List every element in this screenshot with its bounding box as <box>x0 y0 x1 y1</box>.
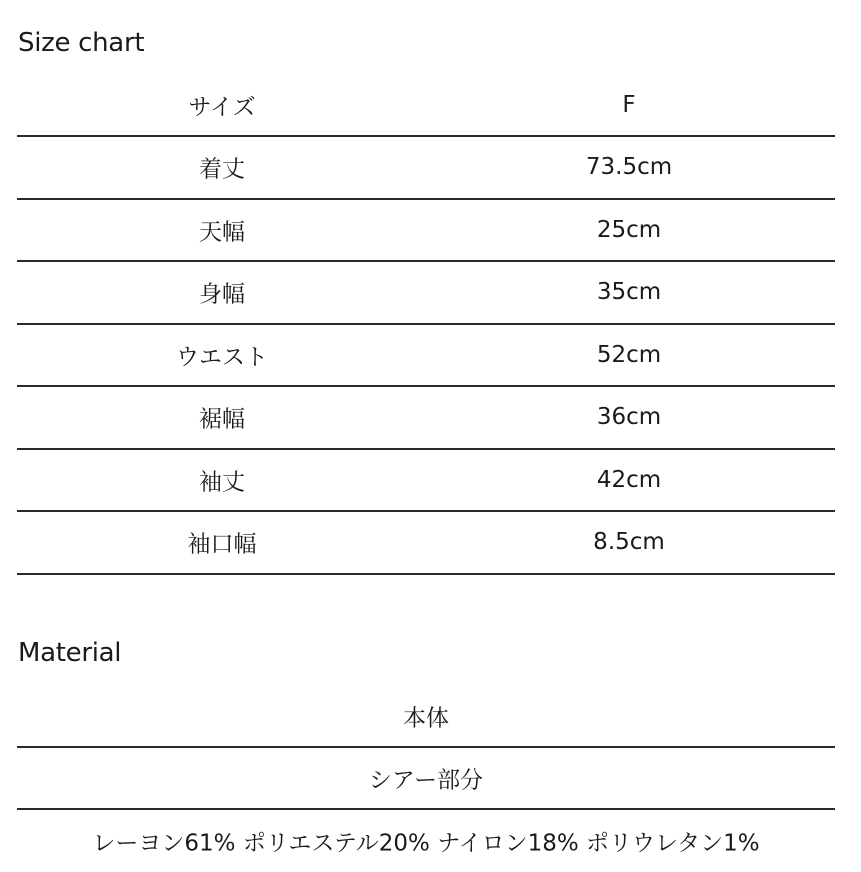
measurement-value: 73.5cm <box>585 154 673 181</box>
measurement-value: 25cm <box>596 216 662 243</box>
measurement-label: 着丈 <box>199 156 245 183</box>
material-part-label: シアー部分 <box>368 767 484 794</box>
table-row <box>17 200 835 263</box>
size-header-label: サイズ <box>188 94 256 120</box>
material-title: Material <box>18 638 122 668</box>
material-table <box>17 686 835 872</box>
measurement-label: 身幅 <box>199 281 245 308</box>
measurement-value: 42cm <box>596 466 662 493</box>
table-row <box>17 262 835 325</box>
measurement-value: 8.5cm <box>593 529 665 556</box>
material-part-label: 本体 <box>403 705 449 732</box>
table-row <box>17 512 835 575</box>
measurement-value: 52cm <box>596 341 662 368</box>
size-header-value: F <box>622 91 636 118</box>
measurement-value: 35cm <box>596 279 662 306</box>
material-composition: レーヨン61% ポリエステル20% ナイロン18% ポリウレタン1% <box>92 830 760 857</box>
measurement-label: 袖丈 <box>199 469 245 496</box>
material-row-sheer-part <box>17 748 835 810</box>
table-row <box>17 387 835 450</box>
measurement-label: ウエスト <box>176 344 268 371</box>
size-table-header-row <box>17 74 835 137</box>
measurement-label: 袖口幅 <box>187 531 257 558</box>
measurement-label: 裾幅 <box>199 406 245 433</box>
material-row-main-body <box>17 686 835 748</box>
measurement-value: 36cm <box>596 404 662 431</box>
table-row <box>17 137 835 200</box>
material-row-composition <box>17 810 835 872</box>
measurement-label: 天幅 <box>199 219 245 246</box>
size-chart-title: Size chart <box>18 28 145 58</box>
table-row <box>17 450 835 513</box>
size-chart-table <box>17 74 835 575</box>
table-row <box>17 325 835 388</box>
